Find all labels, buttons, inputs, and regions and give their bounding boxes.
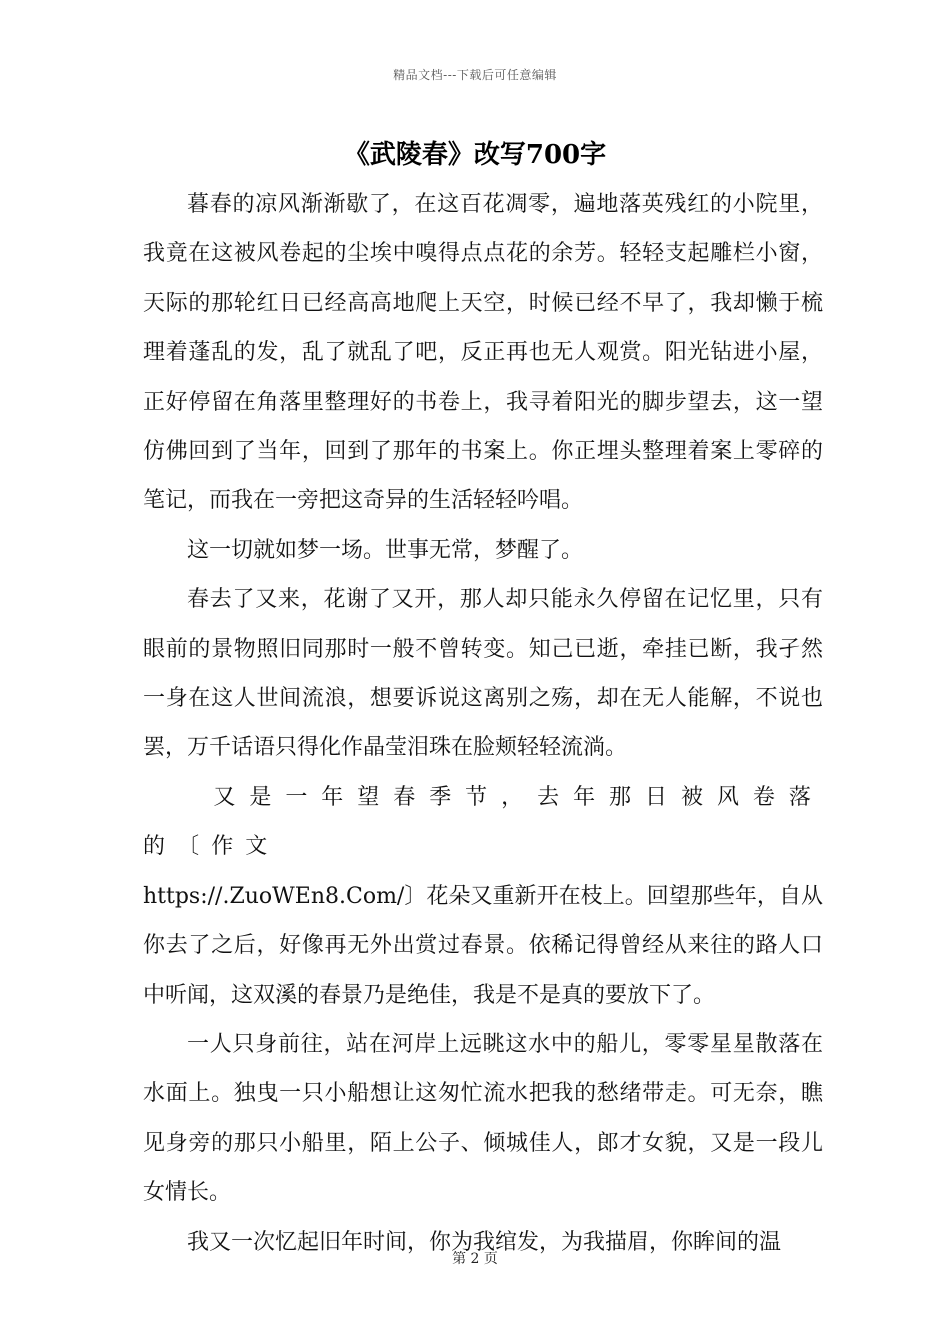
page-number: 第 2 页 xyxy=(452,1251,498,1267)
paragraph: https://.ZuoWEn8.Com/〕花朵又重新开在枝上。回望那些年，自从你去了之后，好像再无外出赏过春景。依稀记得曾经从来往的路人口中听闻，这双溪的春景乃是绝佳，我是不是真的要放下了。 xyxy=(143,883,823,1008)
document-body xyxy=(143,180,823,1267)
paragraph: 又是一年望春季节，去年那日被风卷落的〔作文 xyxy=(143,784,823,860)
header-note: 精品文档---下载后可任意编辑 xyxy=(393,68,557,82)
page-title: 《武陵春》改写700字 xyxy=(343,140,607,170)
paragraph: 我又一次忆起旧年时间，你为我绾发，为我描眉，你眸间的温 xyxy=(187,1229,782,1255)
paragraph: 这一切就如梦一场。世事无常，梦醒了。 xyxy=(187,537,584,563)
paragraph: 暮春的凉风渐渐歇了，在这百花凋零，遍地落英残红的小院里，我竟在这被风卷起的尘埃中嗅得点点花的余芳。轻轻支起雕栏小窗，天际的那轮红日已经高高地爬上天空，时候已经不早了，我却懒于梳理着蓬乱的发，乱了就乱了吧，反正再也无人观赏。阳光钻进小屋，正好停留在角落里整理好的书卷上，我寻着阳光的脚步望去，这一望仿佛回到了当年，回到了那年的书案上。你正埋头整理着案上零碎的笔记，而我在一旁把这奇异的生活轻轻吟唱。 xyxy=(143,192,823,514)
paragraph: 春去了又来，花谢了又开，那人却只能永久停留在记忆里，只有眼前的景物照旧同那时一般不曾转变。知己已逝，牵挂已断，我孑然一身在这人世间流浪，想要诉说这离别之殇，却在无人能解，不说也罢，万千话语只得化作晶莹泪珠在脸颊轻轻流淌。 xyxy=(143,587,823,761)
paragraph: 一人只身前往，站在河岸上远眺这水中的船儿，零零星星散落在水面上。独曳一只小船想让这匆忙流水把我的愁绪带走。可无奈，瞧见身旁的那只小船里，陌上公子、倾城佳人，郎才女貌，又是一段儿女情长。 xyxy=(143,1031,823,1206)
